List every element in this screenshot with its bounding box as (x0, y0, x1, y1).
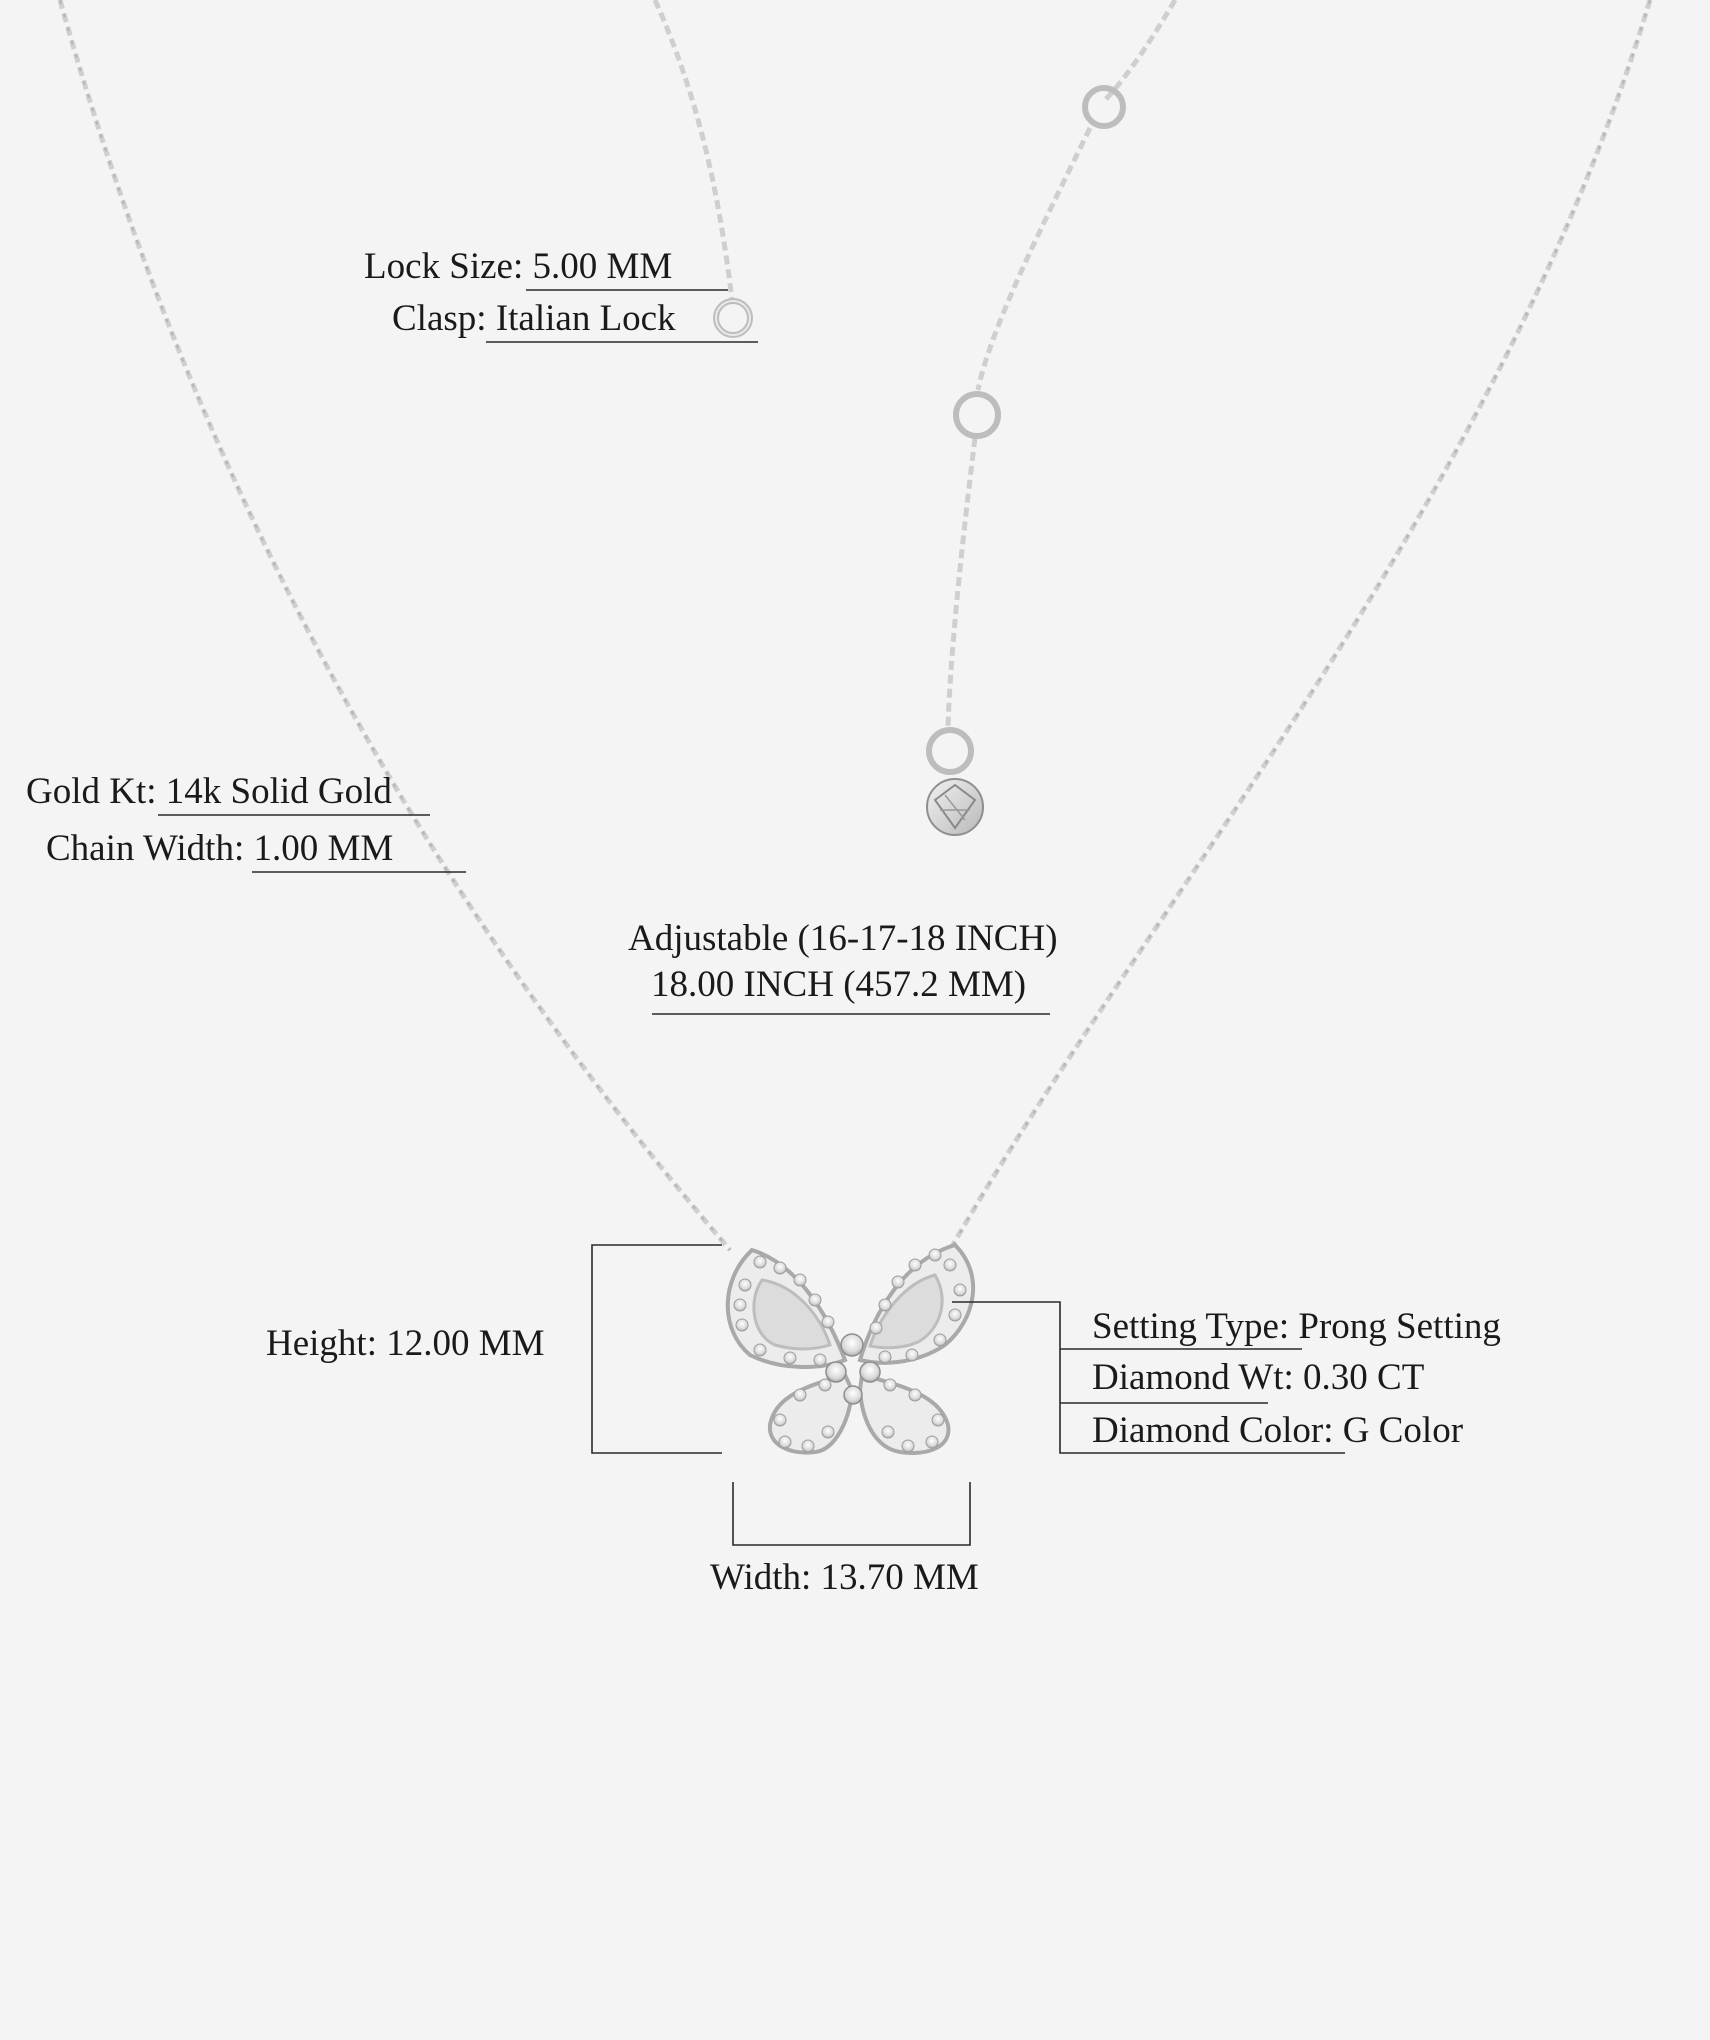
clasp-key: Clasp: (392, 298, 487, 339)
diamond-color-label (1092, 1409, 1463, 1453)
lock-size-key: Lock Size: (364, 246, 524, 287)
lock-size-label (364, 245, 672, 289)
setting-type-value: Prong Setting (1289, 1306, 1501, 1347)
gold-kt-value: 14k Solid Gold (156, 771, 392, 812)
height-bracket (592, 1245, 722, 1453)
gold-kt-label (26, 770, 392, 814)
logo-tag-icon (927, 779, 983, 835)
jump-ring-icon (1085, 88, 1123, 126)
lock-size-value: 5.00 MM (523, 246, 673, 287)
chain-left-strand (60, 0, 730, 1250)
width-label: Width: 13.70 MM (710, 1557, 979, 1598)
clasp-label (392, 297, 676, 341)
chain-width-label (46, 827, 393, 871)
length-label: 18.00 INCH (457.2 MM) (651, 964, 1027, 1005)
diamond-wt-key: Diamond Wt: (1092, 1357, 1294, 1398)
clasp-value: Italian Lock (486, 298, 676, 339)
gold-kt-key: Gold Kt: (26, 771, 157, 812)
chain-width-key: Chain Width: (46, 828, 245, 869)
chain-right-strand (950, 0, 1650, 1250)
diamond-wt-value: 0.30 CT (1293, 1357, 1425, 1398)
height-label: Height: 12.00 MM (266, 1323, 545, 1364)
jump-ring-icon (929, 730, 971, 772)
setting-type-label (1092, 1305, 1501, 1349)
width-bracket (733, 1482, 970, 1545)
diamond-wt-label (1092, 1356, 1424, 1400)
chain-width-value: 1.00 MM (244, 828, 394, 869)
butterfly-pendant-image (728, 1245, 973, 1453)
jump-ring-icon (956, 394, 998, 436)
setting-type-key: Setting Type: (1092, 1306, 1290, 1347)
diamond-color-value: G Color (1333, 1410, 1464, 1451)
extender-chain-image (1105, 0, 1175, 100)
adjustable-label: Adjustable (16-17-18 INCH) (628, 918, 1058, 959)
diamond-color-key: Diamond Color: (1092, 1410, 1334, 1451)
